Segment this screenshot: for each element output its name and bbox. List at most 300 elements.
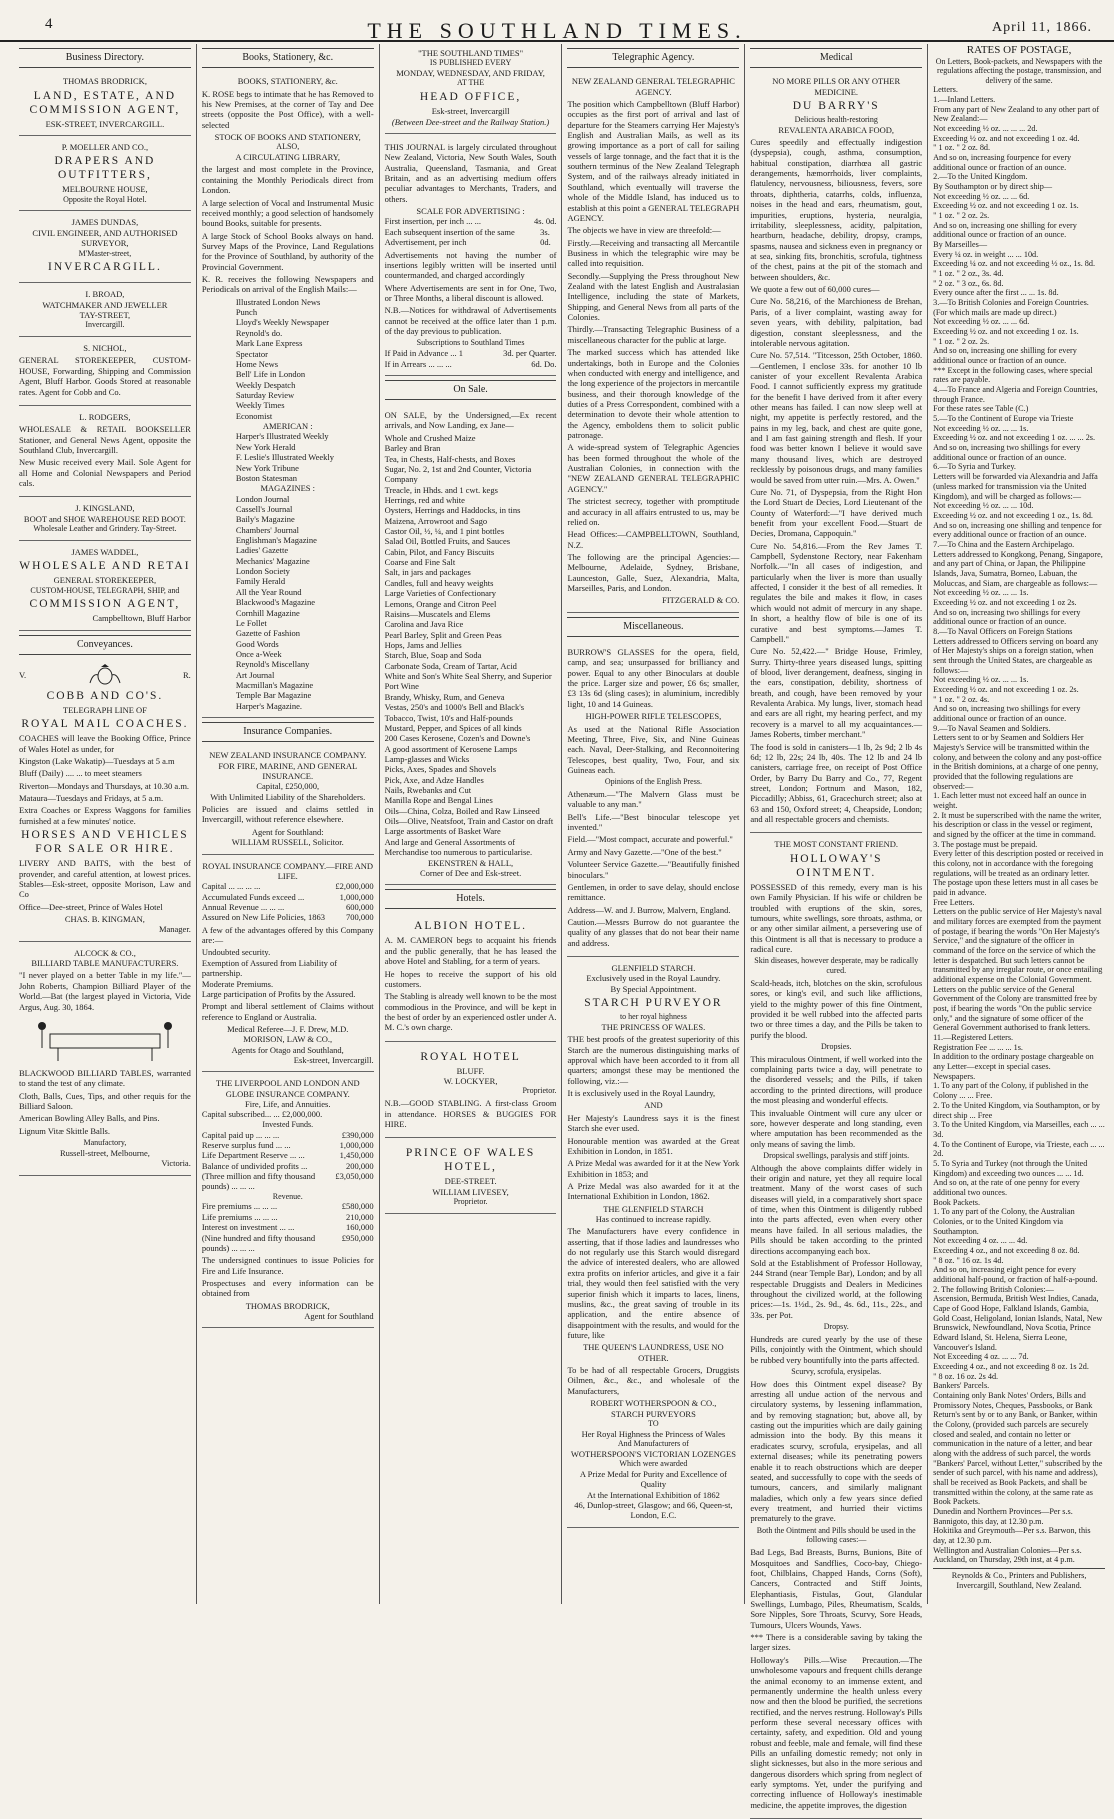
rate-line: Not Exceeding 4 oz. ... ... 7d. — [933, 1352, 1029, 1362]
rate-line: Containing only Bank Notes' Orders, Bills and Promissory Notes, Cheques, Passbooks, or Bank Return's sent by or to any Bank, or Banker, within the Colony, (provided such parcels are securely closed and sealed, and contain no letter or communication in the nature of a letter, and bear along with the address of such parcel, the words "Bankers' Parcel, without Letter," subscribed by the sender of such parcel, with his name and address), shall be received as Book Packets, and shall be transmitted within the colony, at the same rate as Book Packets. — [933, 1390, 1103, 1507]
ad-line: Both the Ointment and Pills should be used in the following cases:— — [756, 1525, 916, 1545]
rate-line: By Marseilles— — [933, 240, 988, 250]
list-item: Large Varieties of Confectionary — [384, 588, 496, 599]
rate-line: 3. To the United Kingdom, via Marseilles, each ... ... 3d. — [933, 1120, 1105, 1139]
table-row — [385, 359, 557, 369]
rate-line: " 1 oz. " 2 oz. 4s. — [933, 694, 990, 704]
list-item: Lamp-glasses and Wicks — [384, 753, 470, 764]
ad-line: J. KINGSLAND, — [75, 503, 135, 514]
row-value: 600,000 — [346, 902, 374, 912]
ad-burrow — [567, 641, 739, 957]
ad-line: AND — [644, 1100, 663, 1111]
list-item: London Journal — [235, 493, 290, 504]
ad-text: A large Stock of School Books always on hand. Survey Maps of the Province, Land Regulations for the Province of Southland, by authority of the Provincial Government. — [201, 230, 374, 272]
ad-line: BLUFF. — [456, 1065, 485, 1076]
ad-text: As used at the National Rifle Association Meeting, Three, Five, Six, and Nine Guineas each. Naval, Deer-Stalking, and Reconnoitering Telescopes, best quality, Two, Four, and six Guineas each. — [567, 723, 740, 775]
list-item: Gazette of Fashion — [235, 628, 301, 639]
list-item: Chambers' Journal — [235, 524, 299, 535]
ad-text: Cure No. 58,216, of the Marchioness de Brehan, Paris, of a liver complaint, wasting away for seven years, with debility, palpitation, bad digestion, constant sleeplessness, and the intolerable nervous agitation. — [750, 296, 923, 348]
table-row — [202, 1222, 374, 1232]
ad-text: Sold at the Establishment of Professor Holloway, 244 Strand (near Temple Bar), London; and by all respectable Druggists and Dealers in Medicines throughout the civilized world, at the following prices:—1s. 1½d., 2s. 9d., 4s. 6d., 11s., 22s., and 33s. per Pot. — [750, 1257, 923, 1320]
ad-line: Delicious health-restoring — [794, 114, 878, 124]
table-row — [202, 1201, 374, 1211]
rate-line: From any part of New Zealand to any other part of New Zealand:— — [933, 104, 1100, 124]
section-heading: Miscellaneous. — [567, 617, 739, 637]
list-item: Lloyd's Weekly Newspaper — [235, 317, 330, 328]
ad-line: AT THE — [457, 78, 485, 88]
rate-line: By Southampton or by direct ship— — [933, 182, 1053, 191]
ad-line: ROBERT WOTHERSPOON & CO., — [590, 1398, 717, 1409]
ad-line: FOR FIRE, MARINE, AND GENERAL INSURANCE. — [218, 760, 358, 782]
section-heading: On Sale. — [385, 380, 557, 400]
ad-text: How does this Ointment expel disease? By arresting all undue action of the nervous and circulatory systems, by lessening inflammation, and by removing stagnation; but, above all, by casting out the impurities which are daily gaining admission into the body. By this means it eradicates scurvy, scrofula, erysipelas, and all external diseases; while its penetrating powers enable it to reach obstructions which are deeper seated, and successfully to cope with the seeds of tumours, cancers, and similarly malignant maladies, which only a few years since defied every treatment, and hurried their victims prematurely to the grave. — [750, 1378, 923, 1524]
ad-line: Agents for Otago and Southland, — [231, 1044, 344, 1055]
ad-line: STARCH PURVEYOR — [584, 997, 723, 1010]
ad-line: Manufactory, — [83, 1138, 127, 1148]
row-value: 700,000 — [346, 912, 374, 923]
postage-subheading: On Letters, Book-packets, and Newspapers with the regulations affecting the postage, transmission, and delivery of the same. — [935, 56, 1103, 85]
ad-line: CIVIL ENGINEER, AND AUTHORISED SURVEYOR, — [32, 227, 178, 249]
ad-text: Bluff (Daily) .... ... to meet steamers — [19, 768, 142, 779]
list-item: Bell' Life in London — [235, 369, 306, 380]
ad-text: Honourable mention was awarded at the Great Exhibition in London, in 1851. — [567, 1135, 740, 1156]
ad-line: DU BARRY'S — [792, 99, 880, 112]
ad-alcock — [19, 944, 191, 1176]
ad-line: INVERCARGILL. — [47, 261, 162, 274]
ad-line: COMMISSION AGENT, — [29, 598, 181, 611]
ad-line: HIGH-POWER RIFLE TELESCOPES, — [585, 711, 722, 722]
ad-text: N.B.—GOOD STABLING. A first-class Groom in attendance. HORSES & BUGGIES FOR HIRE. — [384, 1098, 557, 1129]
ad-line: Fire, Life, and Annuities. — [245, 1099, 331, 1110]
rate-line: 3.—To British Colonies and Foreign Countries. — [933, 298, 1089, 308]
rate-line: 4. To the Continent of Europe, via Trieste, each ... ... 2d. — [933, 1139, 1105, 1159]
ad-text: Riverton—Mondays and Thursdays, at 10.30 a.m. — [19, 780, 190, 791]
rate-line: " 1 oz. " 2 oz. 2s. — [933, 211, 990, 221]
ad-line: ALSO, — [276, 142, 300, 152]
ad-line: ALBION HOTEL. — [414, 920, 527, 933]
rate-line: Letters sent to or by Seamen and Soldiers Her Majesty's Service will be transmitted within the colony, and between the colony and any post-office in the British dominions, at a charge of one penny, provided that the following regulations are observed:— — [933, 733, 1102, 791]
periodical-list — [202, 297, 374, 421]
table-row — [202, 902, 374, 912]
rate-line: " 1 oz. " 2 oz., 3s. 4d. — [933, 269, 1004, 279]
royal-arms-row — [19, 663, 191, 687]
list-item: Oils—Olive, Neatsfoot, Train and Castor on draft — [384, 816, 554, 827]
list-heading: AMERICAN : — [262, 421, 313, 432]
list-item: Illustrated London News — [235, 296, 321, 307]
ad-line: S. NICHOL, — [83, 343, 127, 354]
list-item: Art Journal — [235, 669, 275, 680]
ad-text: Policies are issued and claims settled in Invercargill, without reference elsewhere. — [201, 804, 374, 825]
ad-line: Agent for Southland: — [251, 826, 324, 837]
ad-line: NEW ZEALAND GENERAL TELEGRAPHIC AGENCY. — [571, 76, 735, 97]
list-item: Harper's Illustrated Weekly — [235, 431, 329, 442]
list-item: Coarse and Fine Salt — [384, 557, 456, 568]
ad-text: Gentlemen, in order to save delay, should enclose remittance. — [567, 881, 740, 903]
row-value: £390,000 — [341, 1129, 374, 1140]
rate-line: Not exceeding ½ oz. ... ... 1s. — [933, 588, 1029, 598]
ad-line: Opinions of the English Press. — [604, 777, 702, 787]
list-item: Carolina and Java Rice — [384, 619, 464, 630]
table-row — [385, 227, 557, 248]
row-label: Assured on New Life Policies, 1863 — [201, 912, 326, 923]
ad-line: MORISON, LAW & CO., — [243, 1034, 333, 1045]
ad-albion-hotel — [385, 913, 557, 1041]
rate-line: Ascension, Bermuda, British West Indies, Canada, Cape of Good Hope, Falkland Islands, Gambia, Gold Coast, Heligoland, Ionian Islands, Natal, New Brunswick, Newfoundland, Nova Scotia, Prince Edward Island, St. Helena, Sierra Leone, Vancouver's Island. — [933, 1294, 1103, 1352]
rate-line: Bankers' Parcels. — [933, 1381, 990, 1391]
table-row — [202, 1150, 374, 1160]
rate-line: And so on, increasing one shilling for every additional ounce or fraction of an ounce. — [933, 346, 1077, 366]
rate-line: 6.—To Syria and Turkey. — [933, 462, 1016, 472]
ad-line: REVALENTA ARABICA FOOD, — [778, 124, 895, 135]
list-item: Tea, in Chests, Half-chests, and Boxes — [384, 453, 516, 464]
ad-text: Her Majesty's Laundress says it is the finest Starch she ever used. — [567, 1112, 740, 1134]
ad-text: This miraculous Ointment, if well worked into the complaining parts twice a day, will penetrate to the disordered vessels; and the Pills, if taken according to the printed directions, will produce the most pleasing and wonderful effects. — [750, 1053, 923, 1106]
ad-line: TAY-STREET, — [79, 310, 131, 320]
list-item: Lemons, Orange and Citron Peel — [384, 598, 497, 609]
rate-line: Every ¼ oz. in weight ... ... 10d. — [933, 249, 1039, 259]
table-row — [385, 348, 557, 358]
ad-line: GLENFIELD STARCH. — [611, 963, 696, 974]
list-item: Le Follet — [235, 617, 267, 628]
ad-line: Agent for Southland — [304, 1311, 374, 1322]
table-row — [202, 881, 374, 891]
ad-line: JAMES DUNDAS, — [71, 217, 139, 228]
rate-line: 5.—To the Continent of Europe via Trieste — [933, 414, 1074, 424]
rate-line: And so on, increasing two shillings for every additional ounce or fraction of an ounce. — [933, 704, 1081, 723]
column-business-directory — [14, 44, 196, 1604]
ad-line: LAND, ESTATE, AND COMMISSION AGENT, — [29, 89, 181, 116]
list-item: Picks, Axes, Spades and Shovels — [384, 764, 497, 775]
ad-glenfield-starch — [567, 959, 739, 1528]
ad-line: Victoria. — [161, 1158, 191, 1169]
row-value: £950,000 — [341, 1232, 374, 1243]
rate-line: 1. To any part of the Colony, if published in the Colony ... ... Free. — [933, 1081, 1089, 1101]
rate-line: 2. It must be superscribed with the name the writer, his description or class in the vessel or regiment, and signed by the officer at the time in command. — [933, 810, 1102, 840]
ad-line: Dropsy. — [823, 1322, 849, 1332]
ad-line: Campbelltown, Bluff Harbor — [92, 613, 191, 624]
ad-text: Secondly.—Supplying the Press throughout New Zealand with the latest English and Australasian Intelligence, including the state of Markets, Shipping, and General News from all parts of the Colonies. — [567, 270, 740, 323]
ad-line: NEW ZEALAND INSURANCE COMPANY. — [209, 750, 367, 761]
list-item: New York Herald — [235, 441, 296, 452]
table-row — [202, 1212, 374, 1222]
ad-text: Hundreds are cured yearly by the use of these Pills, conjointly with the Ointment, which should be rubbed very bountifully into the parts affected. — [750, 1333, 923, 1365]
ad-line: At the International Exhibition of 1862 — [586, 1489, 720, 1500]
rate-line: Exceeding ¼ oz. and not exceeding ½ oz., 1s. 8d. — [933, 259, 1096, 269]
ad-line: STOCK OF BOOKS AND STATIONERY, — [214, 131, 361, 142]
ad-line: COBB AND CO'S. — [46, 689, 164, 702]
rate-line: Not exceeding ½ oz. ... ... 10d. — [933, 501, 1034, 511]
ad-text: Office—Dee-street, Prince of Wales Hotel — [19, 901, 163, 912]
ad-line: Dropsies. — [821, 1041, 852, 1051]
ad-text: A Prize Medal was awarded for it at the New York Exhibition in 1853; and — [567, 1158, 740, 1179]
list-item: Temple Bar Magazine — [235, 690, 312, 701]
rate-line: In addition to the ordinary postage chargeable on any Letter—except in special cases. — [933, 1052, 1094, 1072]
ad-text: Prompt and liberal settlement of Claims without reference to England or Australia. — [201, 1001, 374, 1022]
row-value: 200,000 — [346, 1160, 374, 1171]
list-item: Brandy, Whisky, Rum, and Geneva — [384, 691, 505, 702]
ad-text: COACHES will leave the Booking Office, Prince of Wales Hotel as under, for — [19, 733, 191, 754]
rate-line: For these rates see Table (C.) — [933, 404, 1029, 414]
list-item: Good Words — [235, 638, 279, 649]
ad-text: *** There is a considerable saving by taking the larger sizes. — [750, 1632, 923, 1653]
rate-line: The postage upon these letters must in all cases be paid in advance. — [933, 878, 1098, 898]
list-item: London Society — [235, 566, 290, 577]
list-heading: MAGAZINES : — [260, 483, 316, 494]
ad-telegraphic-agency — [567, 72, 739, 613]
rate-line: " 2 oz. " 3 oz., 6s. 8d. — [933, 278, 1004, 288]
list-item: Cornhill Magazine — [235, 607, 300, 618]
list-item: Hops, Jams and Jellies — [384, 639, 462, 650]
ad-line: THE LIVERPOOL AND LONDON AND GLOBE INSURANCE COMPANY. — [215, 1078, 360, 1099]
list-item: Home News — [235, 358, 279, 369]
table-row — [202, 912, 374, 922]
ad-line: Invested Funds. — [262, 1119, 314, 1129]
row-value: £3,050,000 — [335, 1171, 374, 1182]
ad-text: Cure No. 52,422.—" Bridge House, Frimley, Surry. Thirty-three years diseased lungs, spitting of blood, liver derangement, deafness, singing in the ears, constipation, debility, shortness of breath, and cough, have been removed by your Revalenta Arabica. My lungs, liver, stomach head and ears are all right, my hearing perfect, and my recovery is a marvel to all my acquaintances.—James Roberts, timber merchant." — [750, 646, 923, 740]
ad-text: "I never played on a better Table in my life."—John Roberts, Champion Billiard Player of the World.—Bat (the largest played in Victoria, Vide Argus, Aug. 30, 1864. — [19, 970, 191, 1012]
row-value: 6d. Do. — [531, 358, 557, 369]
ad-line: STARCH PURVEYORS — [610, 1408, 696, 1419]
rate-line: *** Except in the following cases, where special rates are payable. — [933, 365, 1093, 385]
rate-line: Letters will be forwarded via Alexandria and Jaffa (unless marked for transmission via the United Kingdom), and will be charged as follows:— — [933, 472, 1098, 501]
ad-line: BOOKS, STATIONERY, &c. — [237, 76, 338, 87]
ad-text: The strictest secrecy, together with promptitude and accuracy in all affairs entrusted to us, may be relied on. — [567, 496, 740, 527]
ad-line: TO — [648, 1418, 659, 1428]
list-item: Baily's Magazine — [235, 514, 295, 525]
ad-text: This invaluable Ointment will cure any ulcer or sore, however desperate and long standing, even where amputation has been recommended as the only means of saving the limb. — [750, 1107, 923, 1149]
ad-text: the largest and most complete in the Province, containing the Monthly Periodicals direct from London. — [201, 164, 374, 196]
ad-line: And Manufacturers of — [617, 1438, 689, 1448]
ad-line: HORSES AND VEHICLES FOR SALE OR HIRE. — [21, 829, 189, 856]
rate-line: Every letter of this description posted or received in this colony, not in accordance with the foregoing regulations, will be treated as an ordinary letter. — [933, 849, 1104, 878]
ad-text: The position which Campbelltown (Bluff Harbor) occupies as the first port of arrival and last of departure for the Steamers carrying Her Majesty's English and Australian Mails, as well as its growing importance as a port of call for sailing vessels of large tonnage, and the fact that it is the southern terminus of the New Zealand Telegraph System, and of the railways already initiated in Southland, which eventually will traverse the whole of the Middle Island, has induced us to establish at this point a GENERAL TELEGRAPH AGENCY. — [567, 98, 740, 223]
list-item: Spectator — [235, 348, 268, 359]
list-item: Maizena, Arrowroot and Sago — [384, 515, 488, 526]
row-label: If Paid in Advance ... 1 — [384, 348, 464, 359]
ad-text: Cloth, Balls, Cues, Tips, and other requis for the Billiard Saloon. — [19, 1090, 191, 1111]
ad-text: Lignum Vitæ Skittle Balls. — [19, 1125, 110, 1136]
row-label: Each subsequent insertion of the same Advertisement, per inch — [384, 226, 515, 248]
ad-line: IS PUBLISHED EVERY — [429, 58, 512, 68]
ad-text: Thirdly.—Transacting Telegraphic Business of a miscellaneous character for the public at large. — [567, 324, 740, 345]
list-item: Ladies' Gazette — [235, 545, 289, 556]
ad-line: I. BROAD, — [85, 289, 125, 300]
rate-line: Wellington and Australian Colonies—Per s.s. Auckland, on Thursday, 29th inst, at 4 p.m. — [933, 1545, 1082, 1565]
rate-line: 11.—Registered Letters. — [933, 1033, 1014, 1043]
times-notice — [385, 44, 557, 134]
ad-text: Head Offices:—CAMPBELLTOWN, Southland, N.Z. — [567, 529, 740, 550]
ad-line: SCALE FOR ADVERTISING : — [416, 206, 525, 217]
section-heading: Business Directory. — [19, 48, 191, 68]
ad-line: BILLIARD TABLE MANUFACTURERS. — [31, 958, 179, 969]
row-label: Fire premiums ... ... ... — [201, 1201, 278, 1212]
row-label: Balance of undivided profits ... — [201, 1160, 308, 1171]
list-item: Cabin, Pilot, and Fancy Biscuits — [384, 546, 495, 557]
ad-line: MELBOURNE HOUSE, — [62, 184, 148, 195]
ad-royal-insurance — [202, 857, 374, 1073]
list-item: Weekly Despatch — [235, 379, 296, 390]
ad-text: The food is sold in canisters—1 lb, 2s 9d; 2 lb 4s 6d; 12 lb, 22s; 24 lb, 40s. The 12 lb and 24 lb canisters, carriage free, on receipt of Post Office Order, by Barry Du Barry and Co., 77, Regent street, London; Fortnum and Mason, 182, Piccadilly; Abbiss, 61, Gracechurch street; also at 63 and 150, Oxford street; 4, Cheapside, London; and all respectable grocers and chemists. — [750, 741, 923, 825]
row-label: Interest on investment ... ... — [201, 1222, 295, 1233]
ad-line: WATCHMAKER AND JEWELLER — [42, 299, 168, 310]
ad-line: Capital, £250,000, — [256, 781, 320, 792]
ad-text: A large selection of Vocal and Instrumental Music received monthly; a good selection of handsomely bound Books, suitable for presents. — [201, 197, 374, 229]
ad-text: Field.—"Most compact, accurate and powerful." — [567, 834, 733, 845]
rate-line: " 8 oz. " 16 oz. 1s 4d. — [933, 1255, 1004, 1265]
ad-text: K. ROSE begs to intimate that he has Removed to his New Premises, at the corner of Tay and Dee streets (opposite the Post Office), with a well-selected — [201, 88, 374, 130]
ad-line: Proprietor. — [453, 1197, 488, 1206]
ad-text: Cure No. 57,514. "Titcesson, 25th October, 1860.—Gentlemen, I enclose 33s. for another 10 lb canister of your excellent Revalenta Arabica Food. I cannot sufficiently express my gratitude for the benefit I have derived from it after every other means has failed. I can now sleep well at night, my appetite is perfectly restored, and the pains in my leg, back, and chest are quite gone, and I am fast gaining strength and flesh. If your food was better known I believe it would save many thousand lives, which are destroyed recklessly by poisonous drugs, and many families would be saved from utter ruin.—Mrs. A. Owen." — [750, 350, 923, 485]
section-heading: Medical — [750, 48, 922, 68]
list-item: 200 Cases Kerosene, Cozen's and Downe's — [384, 733, 531, 744]
list-item: All the Year Round — [235, 586, 302, 597]
ad-text: The Manufacturers have every confidence in asserting, that if those ladies and laundresses who do not regularly use this Starch would disregard the advice of interested dealers, who are allowed extra profits on inferior articles, and give it a fair trial, they would then feel satisfied with the very superior finish which it imparts to laces, linens, muslins, &c., the great saving of trouble in its application, and the entire absence of disappointment with the results, and would for the future, like — [567, 1226, 740, 1340]
ad-text: New Music received every Mail. Sole Agent for all Home and Colonial Newspapers and Period cals. — [19, 457, 191, 489]
rate-line: And so on, increasing one shilling and tenpence for every additional ounce or fraction of an ounce. — [933, 520, 1102, 540]
ad-text: A. M. CAMERON begs to acquaint his friends and the public generally, that he has leased the above Hotel and Stabling, for a term of years. — [384, 935, 557, 967]
ad-line: ROYAL INSURANCE COMPANY.—FIRE AND LIFE. — [202, 860, 374, 881]
ad-text: A wide-spread system of Telegraphic Agencies has been formed throughout the whole of the Australian Colonies, in connection with the "NEW ZEALAND GENERAL TELEGRAPHIC AGENCY." — [567, 442, 740, 494]
list-item: Large assortments of Basket Ware — [384, 826, 501, 837]
rate-line: " 1 oz. " 2 oz. 2s. — [933, 336, 990, 346]
ad-line: Wholesale Leather and Grindery. Tay-Street. — [33, 524, 177, 534]
section-heading: Insurance Companies. — [202, 722, 374, 742]
ad-nz-insurance — [202, 746, 374, 854]
issue-date: April 11, 1866. — [991, 20, 1092, 35]
ad-line: (Between Dee-street and the Railway Station.) — [391, 116, 550, 127]
ad-line: HEAD OFFICE, — [419, 91, 522, 104]
ad-text: The marked success which has attended like undertakings, both in Europe and the Colonies when conducted with energy and intelligence, and the long experience of the projectors in mercantile business, and their thorough knowledge of the duties of a Press Correspondent, combined with a determination to devote their whole attention to the Agency, emboldens them to solicit public patronage. — [567, 347, 740, 441]
row-label: Reserve surplus fund ... ... — [201, 1139, 291, 1150]
rate-line: Exceeding ½ oz. and not exceeding 1 oz 2s. — [933, 597, 1077, 607]
rate-line: 1. Each letter must not exceed half an ounce in weight. — [933, 791, 1087, 810]
ad-line: Dropsical swellings, paralysis and stiff joints. — [763, 1150, 910, 1160]
ad-line: Manager. — [158, 924, 191, 935]
ad-on-sale — [385, 404, 557, 885]
list-item: Herrings, red and white — [384, 494, 465, 505]
ad-line: Esk-street, Invercargill — [431, 106, 510, 117]
ad-line: A Prize Medal for Purity and Excellence of Quality — [579, 1468, 727, 1490]
rate-line: Free Letters. — [933, 897, 975, 907]
ad-line: Invercargill. — [85, 320, 125, 330]
ad-text: THIS JOURNAL is largely circulated throughout New Zealand, Victoria, New South Wales, South Australia, Queensland, Tasmania, and Great Britain, and as an advertising medium offers peculiar advantages to Merchants, Traders, and others. — [384, 141, 557, 204]
list-item: New York Tribune — [235, 462, 299, 473]
ad-text: Extra Coaches or Express Waggons for families furnished at a few minutes' notice. — [19, 805, 191, 826]
ad-text: Prospectuses and every information can be obtained from — [201, 1278, 374, 1299]
ad-line: THE MOST CONSTANT FRIEND. — [774, 839, 899, 850]
ad-moeller — [19, 138, 191, 212]
table-row — [202, 1130, 374, 1140]
ad-text: ON SALE, by the Undersigned,—Ex recent arrivals, and Now Landing, ex Jane— — [384, 410, 557, 431]
ad-line: MONDAY, WEDNESDAY, AND FRIDAY, — [396, 68, 545, 79]
ad-line: Esk-street, Invercargill. — [293, 1055, 374, 1066]
ad-text: K. R. receives the following Newspapers and Periodicals on arrival of the English Mails:— — [201, 274, 374, 295]
ad-line: THE GLENFIELD STARCH — [603, 1203, 704, 1214]
ad-du-barry — [750, 72, 922, 833]
list-item: Carbonate Soda, Cream of Tartar, Acid — [384, 660, 517, 671]
ad-line: DRAPERS AND OUTFITTERS, — [54, 155, 156, 182]
rate-line: Letters addressed to Officers serving on board any of Her Majesty's ships on a foreign station, when sent through the United States, are chargeable as follows:— — [933, 636, 1099, 675]
ad-text: American Bowling Alley Balls, and Pins. — [19, 1113, 160, 1124]
ad-text: Where Advertisements are sent in for One, Two, or Three Months, a liberal discount is allowed. — [384, 282, 557, 303]
ad-text: The objects we have in view are threefold:— — [567, 225, 721, 236]
rate-line: Newspapers. — [933, 1071, 976, 1081]
table-row — [385, 216, 557, 226]
ad-brodrick — [19, 72, 191, 136]
ad-text: Volunteer Service Gazette.—"Beautifully finished binoculars." — [567, 859, 740, 880]
rate-line: " 1 oz. " 2 oz. 8d. — [933, 143, 991, 153]
rate-line: Exceeding ½ oz. and not exceeding 1 oz. 1s. — [933, 327, 1079, 337]
ad-waddel — [19, 543, 191, 631]
list-item: Economist — [235, 410, 273, 421]
rate-line: 2. To the United Kingdom, via Southampton, or by direct ship ... Free — [933, 1100, 1101, 1120]
rate-line: And so on, increasing fourpence for every additional ounce or fraction of an ounce. — [933, 152, 1072, 172]
rate-line: Exceeding ½ oz. and not exceeding 1 oz. 4d. — [933, 133, 1080, 143]
rate-line: Letters on the public service of the General Government of the Colony are transmitted free by post, if bearing the words "On the public service only," and the signature of some officer of the General Government authorised to frank letters. — [933, 984, 1098, 1033]
row-label: First insertion, per inch ... ... — [384, 216, 481, 227]
ad-line: Capital subscribed... ... £2,000,000. — [201, 1109, 323, 1120]
ad-line: ESK-STREET, INVERCARGILL. — [45, 118, 165, 129]
ad-line: FITZGERALD & CO. — [662, 595, 740, 606]
rate-line: Not exceeding ½ oz. ... ... ... 2d. — [933, 123, 1038, 133]
rate-line: Every ounce after the first ... ... 1s. 8d. — [933, 288, 1059, 298]
section-heading: Telegraphic Agency. — [567, 48, 739, 68]
ad-line: By Special Appointment. — [610, 983, 697, 994]
row-value: £2,000,000 — [335, 881, 374, 892]
list-item: Mark Lane Express — [235, 338, 303, 349]
vr-left: V. — [19, 669, 27, 680]
list-item: Reynold's Miscellany — [235, 659, 310, 670]
advertising-scale — [385, 136, 557, 376]
list-item: Macmillan's Magazine — [235, 680, 314, 691]
row-label: Life Department Reserve ... ... — [201, 1150, 305, 1161]
ad-text: We quote a few out of 60,000 cures— — [750, 284, 880, 295]
list-item: Oysters, Herrings and Haddocks, in tins — [384, 505, 521, 516]
ad-line: Corner of Dee and Esk-street. — [419, 867, 522, 878]
ad-text: A few of the advantages offered by this Company are:— — [201, 924, 374, 946]
row-value: 1,000,000 — [339, 1139, 374, 1150]
list-item: Salt, in jars and packages — [384, 567, 471, 578]
ad-line: M'Master-street, — [78, 248, 132, 258]
ad-line: With Unlimited Liability of the Shareholders. — [210, 791, 366, 802]
list-item: Harper's Magazine. — [235, 700, 303, 711]
rate-line: And so on, at the rate of one penny for every additional two ounces. — [933, 1178, 1080, 1197]
section-heading: Hotels. — [385, 889, 557, 909]
rate-line: Registration Fee ... ... ... 1s. — [933, 1042, 1023, 1052]
ad-line: DEE-STREET. — [444, 1176, 497, 1187]
ad-text: The Stabling is already well known to be the most commodious in the Province, and will be kept in the best of order by an experienced ostler under A. M. C.'s own charge. — [384, 991, 557, 1033]
rate-line: Exceeding ½ oz. and not exceeding 1 oz. 1s. — [933, 201, 1079, 211]
ad-line: NO MORE PILLS OR ANY OTHER MEDICINE. — [772, 76, 901, 97]
ad-text: LIVERY AND BAITS, with the best of provender, and careful attention, at lowest prices. Stables—Esk-street, opposite Morison, Law and Co — [19, 858, 191, 900]
ad-line: to her royal highness — [619, 1012, 687, 1022]
row-value: 3s. 0d. — [540, 226, 551, 248]
ad-royal-hotel — [385, 1044, 557, 1139]
ad-kingsland — [19, 499, 191, 540]
ad-line: BOOT and SHOE WAREHOUSE RED BOOT. — [23, 513, 186, 524]
list-item: Saturday Review — [235, 390, 295, 400]
ad-text: GENERAL STOREKEEPER, CUSTOM-HOUSE, Forwarding, Shipping and Commission Agent, Bluff Harbor. Goods Stored at reasonable rates. Agent for Cobb and Co. — [19, 355, 191, 397]
ad-line: Subscriptions to Southland Times — [416, 338, 525, 348]
ad-line: CHAS. B. KINGMAN, — [64, 914, 145, 925]
list-item: Barley and Bran — [384, 443, 441, 454]
column-postage — [927, 44, 1110, 1604]
ad-line: W. LOCKYER, — [443, 1076, 498, 1087]
ad-line: ROYAL MAIL COACHES. — [21, 718, 189, 731]
magazine-list — [202, 494, 374, 712]
list-item: Oils—China, Colza, Boiled and Raw Linseed — [384, 805, 540, 816]
ad-text: It is exclusively used in the Royal Laundry, — [567, 1088, 716, 1099]
